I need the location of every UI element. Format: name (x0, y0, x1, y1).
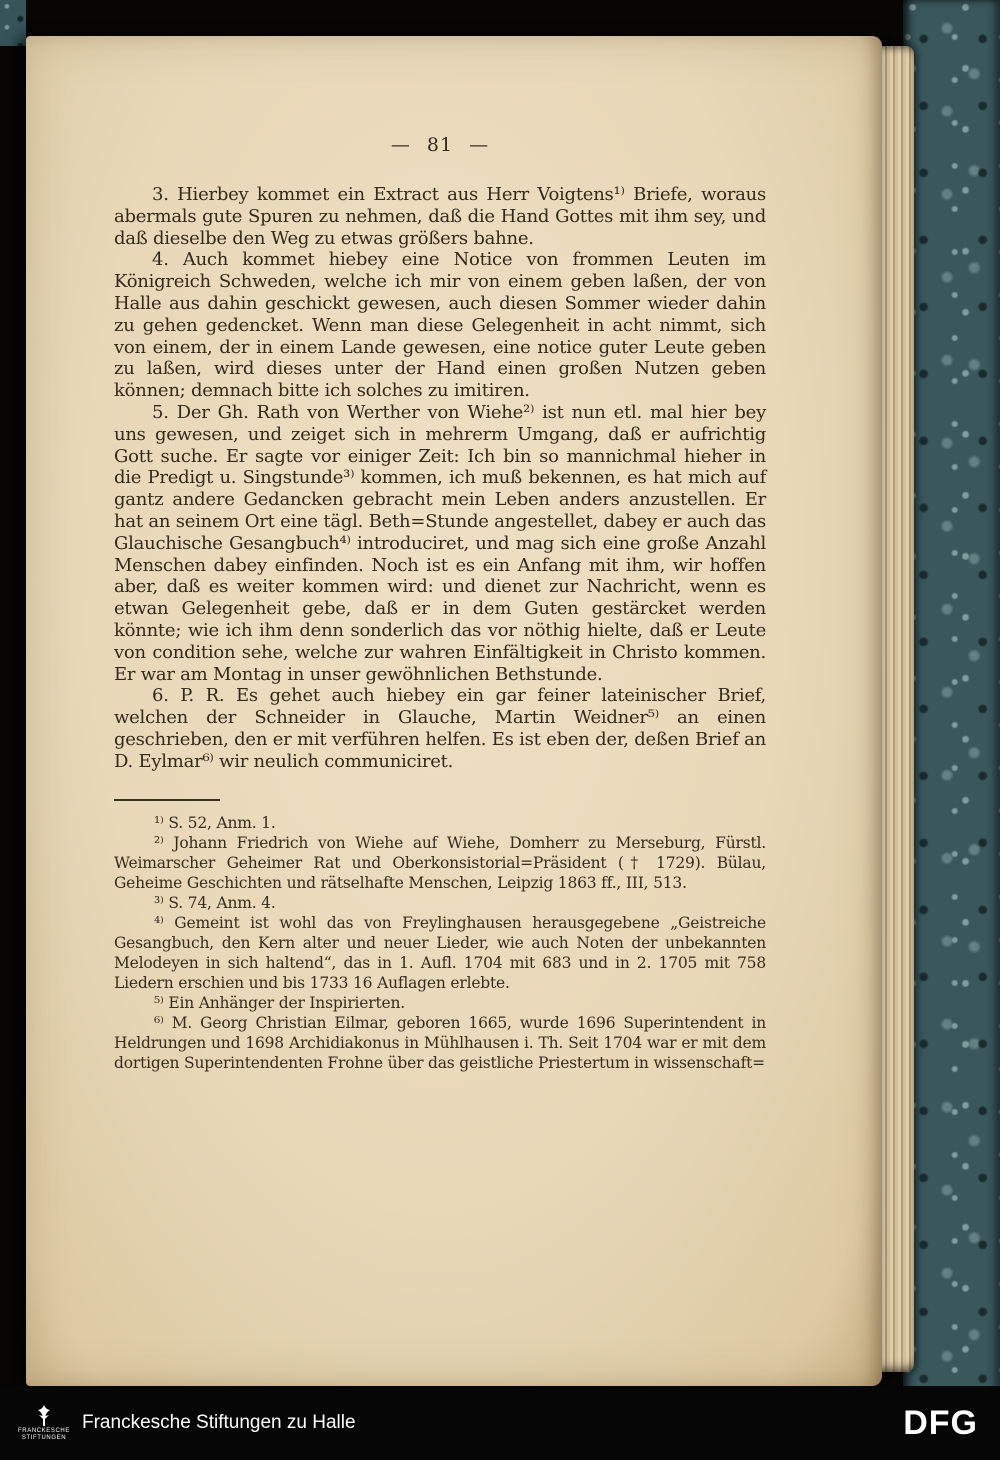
footnote-2: ²⁾ Johann Friedrich von Wiehe auf Wiehe, Domherr zu Merseburg, Fürstl. Weimarscher Geheimer Rat und Oberkonsistorial=Präsident († 1729). Bülau, Geheime Geschichten und rätselhafte Menschen, Leipzig 1863 ff., III, 513. (114, 833, 766, 892)
footnote-4: ⁴⁾ Gemeint ist wohl das von Freylinghausen herausgegebene „Geistreiche Gesangbuch, den Kern alter und neuer Lieder, wie auch Noten der unbekannten Melodeyen in sich haltend“, das in 1. Aufl. 1704 mit 683 und in 2. 1705 mit 758 Liedern erschien und bis 1733 16 Auflagen erlebte. (114, 913, 766, 992)
book-cover (903, 0, 1000, 1460)
paragraph-4: 4. Auch kommet hiebey eine Notice von frommen Leuten im Königreich Schweden, welche ich mir von einem geben laßen, der von Halle aus dahin geschickt gewesen, auch diesen Sommer wieder dahin zu gehen gedencket. Wenn man diese Gelegenheit in acht nimmt, sich von einem, der in einem Lande gewesen, eine notice guter Leute geben zu laßen, wird dieses unter der Hand einen großen Nutzen geben können; demnach bitte ich solches zu imitiren. (114, 249, 766, 402)
footnote-separator (114, 799, 220, 801)
footnotes (114, 813, 766, 1073)
page-number-dash-right: — (469, 134, 490, 156)
paragraph-3: 3. Hierbey kommet ein Extract aus Herr Voigtens¹⁾ Briefe, woraus abermals gute Spuren zu nehmen, daß die Hand Gottes mit ihm sey, und daß dieselbe den Weg zu etwas größers bahne. (114, 184, 766, 249)
paragraph-6: 6. P. R. Es gehet auch hiebey ein gar feiner lateinischer Brief, welchen der Schneider in Glauche, Martin Weidner⁵⁾ an einen geschrieben, den er mit verführen helfen. Es ist eben der, deßen Brief an D. Eylmar⁶⁾ wir neulich communiciret. (114, 685, 766, 772)
page-body (114, 184, 766, 773)
footnote-1: ¹⁾ S. 52, Anm. 1. (154, 813, 276, 832)
viewer-footer (0, 1386, 1000, 1460)
franckesche-stiftungen-logo (18, 1404, 70, 1442)
franckesche-logo-text-line1: FRANCKESCHE (18, 1428, 70, 1434)
institution-name: Franckesche Stiftungen zu Halle (82, 1412, 356, 1433)
footnote-3: ³⁾ S. 74, Anm. 4. (154, 893, 276, 912)
page-number-row (114, 132, 766, 158)
book-cover-corner (0, 0, 26, 46)
page-number: 81 (426, 134, 454, 156)
franckesche-logo-icon (33, 1404, 55, 1428)
dfg-logo: DFG (903, 1404, 978, 1442)
footnote-6: ⁶⁾ M. Georg Christian Eilmar, geboren 1665, wurde 1696 Superintendent in Heldrungen und 1698 Archidiakonus in Mühlhausen i. Th. Seit 1704 war er mit dem dortigen Superintendenten Frohne über das geistliche Priestertum in wissenschaft= (114, 1013, 766, 1072)
page-number-dash-left: — (390, 134, 411, 156)
franckesche-logo-text-line2: STIFTUNGEN (21, 1435, 67, 1441)
footnote-5: ⁵⁾ Ein Anhänger der Inspirierten. (154, 993, 405, 1012)
paragraph-5: 5. Der Gh. Rath von Werther von Wiehe²⁾ ist nun etl. mal hier bey uns gewesen, und zeiget sich in mehrerm Umgang, daß er aufrichtig Gott suche. Er sagte vor einiger Zeit: Ich bin so mannichmal hieher in die Predigt u. Singstunde³⁾ kommen, ich muß bekennen, es hat mich auf gantz andere Gedancken gebracht mein Leben anders anzustellen. Er hat an seinem Ort eine tägl. Beth=Stunde angestellet, dabey er auch das Glauchische Gesangbuch⁴⁾ introduciret, und mag sich eine große Anzahl Menschen dabey einfinden. Noch ist es ein Anfang mit ihm, wir hoffen aber, daß es weiter kommen wird: und dienet zur Nachricht, wenn es etwan Gelegenheit gebe, daß er in dem Guten gestärcket werden könnte; wie ich ihm denn sonderlich das vor nöthig hielte, daß er Leute von condition sehe, welche zur wahren Einfältigkeit in Christo kommen. Er war am Montag in unser gewöhnlichen Bethstunde. (114, 401, 766, 685)
text-column (114, 132, 766, 1073)
book-page (26, 36, 882, 1386)
